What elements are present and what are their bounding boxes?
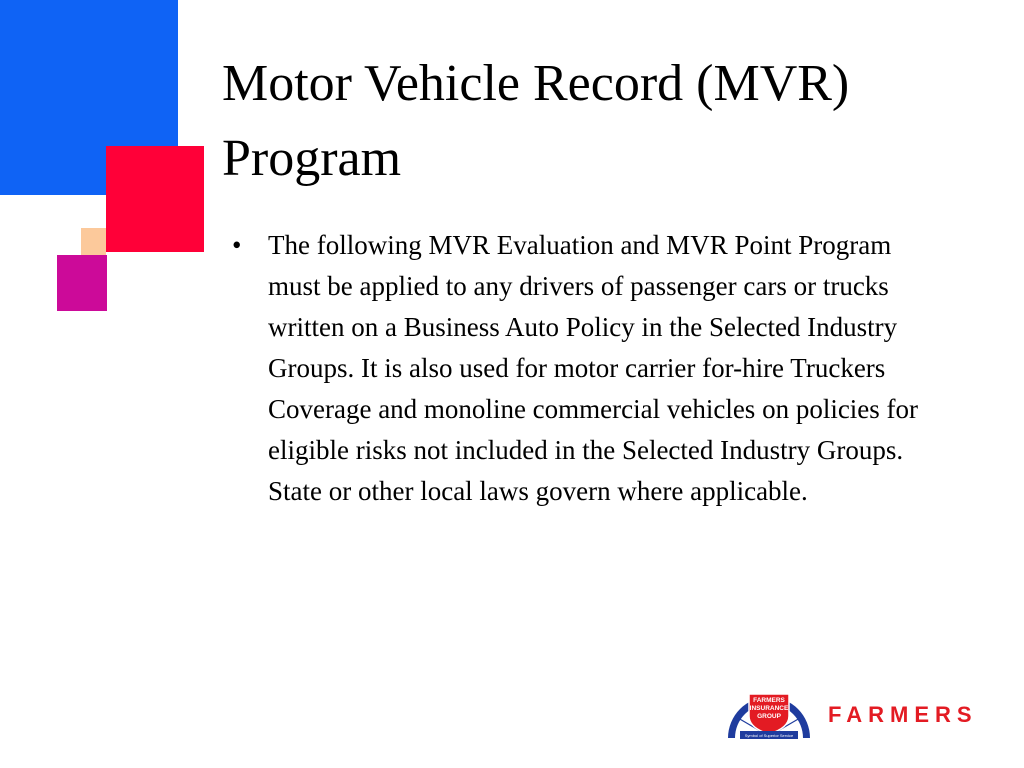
seal-line-1: FARMERS xyxy=(753,697,785,704)
farmers-seal-icon xyxy=(724,686,814,742)
farmers-wordmark: FARMERS xyxy=(828,702,978,727)
bullet-marker: • xyxy=(232,230,242,260)
decor-peach-square xyxy=(81,228,106,255)
farmers-logo xyxy=(724,686,994,742)
bullet-list xyxy=(232,225,932,512)
decor-red-square xyxy=(106,146,204,252)
bullet-text: The following MVR Evaluation and MVR Point Program must be applied to any drivers of passenger cars or trucks written on a Business Auto Policy in the Selected Industry Groups. It is also used for motor carrier for-hire Truckers Coverage and monoline commercial vehicles on policies for eligible risks not included in the Selected Industry Groups. State or other local laws govern where applicable. xyxy=(268,230,919,506)
seal-motto: Symbol of Superior Service xyxy=(744,733,794,738)
slide-title: Motor Vehicle Record (MVR) Program xyxy=(222,55,850,188)
seal-line-2: INSURANCE xyxy=(749,705,789,712)
decor-magenta-square xyxy=(57,255,107,311)
seal-line-3: GROUP xyxy=(757,713,781,720)
bullet-item xyxy=(232,225,932,512)
